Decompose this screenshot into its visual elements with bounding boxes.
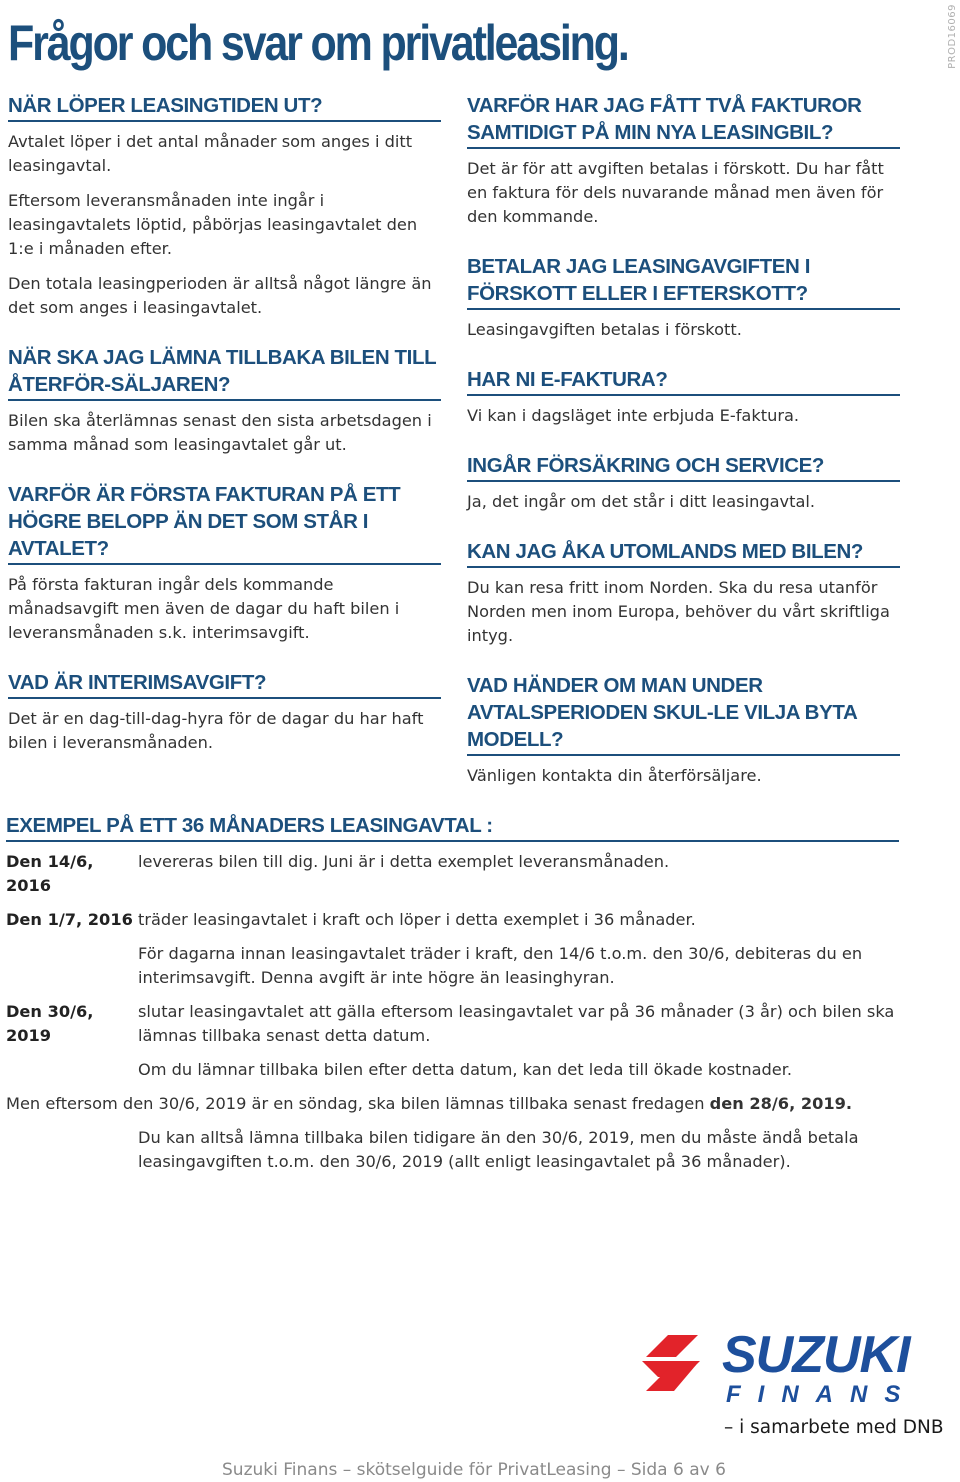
- example-note: För dagarna innan leasingavtalet träder i kraft, den 14/6 t.o.m. den 30/6, debiteras du en interimsavgift. Denna avgift är inte högre än leasinghyran.: [138, 944, 863, 987]
- faq-item: [467, 538, 900, 648]
- page-footer: Suzuki Finans – skötselguide för PrivatLeasing – Sida 6 av 6: [222, 1460, 726, 1480]
- sunday-text: Men eftersom den 30/6, 2019 är en söndag, ska bilen lämnas tillbaka senast fredagen: [6, 1094, 710, 1113]
- faq-item: [467, 672, 900, 788]
- answer-paragraph: Det är för att avgiften betalas i förskott. Du har fått en faktura för dels nuvarande månad men även för den kommande.: [467, 159, 884, 226]
- answer-paragraph: Ja, det ingår om det står i ditt leasingavtal.: [467, 492, 816, 511]
- example-row: [6, 908, 899, 932]
- faq-question: VARFÖR HAR JAG FÅTT TVÅ FAKTUROR SAMTIDIGT PÅ MIN NYA LEASINGBIL?: [467, 92, 900, 149]
- faq-right-column: [467, 92, 900, 812]
- answer-paragraph: Eftersom leveransmånaden inte ingår i leasingavtalets löptid, påbörjas leasingavtalet den 1:e i månaden efter.: [8, 191, 418, 258]
- faq-question: NÄR SKA JAG LÄMNA TILLBAKA BILEN TILL ÅTERFÖR-SÄLJAREN?: [8, 344, 441, 401]
- example-date: Den 14/6, 2016: [6, 852, 94, 895]
- faq-question: KAN JAG ÅKA UTOMLANDS MED BILEN?: [467, 538, 900, 568]
- answer-paragraph: Du kan resa fritt inom Norden. Ska du resa utanför Norden men inom Europa, behöver du vårt skriftliga intyg.: [467, 578, 890, 645]
- example-text: slutar leasingavtalet att gälla eftersom leasingavtalet var på 36 månader (3 år) och bilen ska lämnas tillbaka senast detta datum.: [138, 1002, 895, 1045]
- example-section: [6, 812, 899, 1184]
- faq-item: [467, 92, 900, 229]
- faq-answer: [467, 157, 900, 229]
- example-note: Om du lämnar tillbaka bilen efter detta datum, kan det leda till ökade kostnader.: [138, 1060, 793, 1079]
- suzuki-finans-logo: [638, 1325, 948, 1445]
- faq-question: HAR NI E-FAKTURA?: [467, 366, 900, 396]
- example-date: Den 1/7, 2016: [6, 910, 133, 929]
- answer-paragraph: Vänligen kontakta din återförsäljare.: [467, 766, 762, 785]
- example-title: EXEMPEL PÅ ETT 36 MÅNADERS LEASINGAVTAL :: [6, 812, 899, 842]
- sunday-date: den 28/6, 2019.: [709, 1094, 853, 1113]
- answer-paragraph: Bilen ska återlämnas senast den sista arbetsdagen i samma månad som leasingavtalet går ut.: [8, 411, 432, 454]
- faq-answer: [467, 490, 900, 514]
- answer-paragraph: Vi kan i dagsläget inte erbjuda E-faktura.: [467, 406, 800, 425]
- faq-question: NÄR LÖPER LEASINGTIDEN UT?: [8, 92, 441, 122]
- logo-partner: – i samarbete med DNB: [724, 1417, 944, 1438]
- page-title: Frågor och svar om privatleasing.: [8, 15, 628, 71]
- faq-answer: [467, 576, 900, 648]
- faq-answer: [8, 130, 441, 320]
- faq-question: INGÅR FÖRSÄKRING OCH SERVICE?: [467, 452, 900, 482]
- sunday-note: [6, 1092, 899, 1116]
- product-code: PROD16069: [947, 4, 958, 69]
- logo-brand: SUZUKI: [722, 1326, 910, 1384]
- answer-paragraph: Den totala leasingperioden är alltså något längre än det som anges i leasingavtalet.: [8, 274, 432, 317]
- faq-answer: [8, 573, 441, 645]
- example-text: träder leasingavtalet i kraft och löper i detta exemplet i 36 månader.: [138, 910, 696, 929]
- faq-question: BETALAR JAG LEASINGAVGIFTEN I FÖRSKOTT ELLER I EFTERSKOTT?: [467, 253, 900, 310]
- faq-item: [8, 92, 441, 320]
- answer-paragraph: Det är en dag-till-dag-hyra för de dagar du har haft bilen i leveransmånaden.: [8, 709, 424, 752]
- faq-question: VARFÖR ÄR FÖRSTA FAKTURAN PÅ ETT HÖGRE BELOPP ÄN DET SOM STÅR I AVTALET?: [8, 481, 441, 565]
- faq-left-column: [8, 92, 441, 779]
- faq-answer: [467, 764, 900, 788]
- example-row: [6, 1000, 899, 1048]
- logo-sub: FINANS: [726, 1381, 918, 1408]
- suzuki-s-emblem-icon: [638, 1329, 718, 1399]
- answer-paragraph: Leasingavgiften betalas i förskott.: [467, 320, 742, 339]
- faq-item: [8, 344, 441, 457]
- faq-answer: [8, 409, 441, 457]
- faq-item: [8, 481, 441, 645]
- faq-item: [467, 253, 900, 342]
- example-note: Du kan alltså lämna tillbaka bilen tidigare än den 30/6, 2019, men du måste ändå betala leasingavgiften t.o.m. den 30/6, 2019 (allt enligt leasingavtalet på 36 månader).: [138, 1128, 859, 1171]
- faq-question: VAD ÄR INTERIMSAVGIFT?: [8, 669, 441, 699]
- faq-item: [8, 669, 441, 755]
- answer-paragraph: På första fakturan ingår dels kommande månadsavgift men även de dagar du haft bilen i leveransmånaden s.k. interimsavgift.: [8, 575, 400, 642]
- faq-item: [467, 452, 900, 514]
- answer-paragraph: Avtalet löper i det antal månader som anges i ditt leasingavtal.: [8, 132, 413, 175]
- example-date: Den 30/6, 2019: [6, 1002, 94, 1045]
- faq-item: [467, 366, 900, 428]
- faq-answer: [467, 404, 900, 428]
- faq-answer: [467, 318, 900, 342]
- faq-answer: [8, 707, 441, 755]
- example-row: [6, 850, 899, 898]
- example-text: levereras bilen till dig. Juni är i detta exemplet leveransmånaden.: [138, 852, 670, 871]
- faq-question: VAD HÄNDER OM MAN UNDER AVTALSPERIODEN SKUL-LE VILJA BYTA MODELL?: [467, 672, 900, 756]
